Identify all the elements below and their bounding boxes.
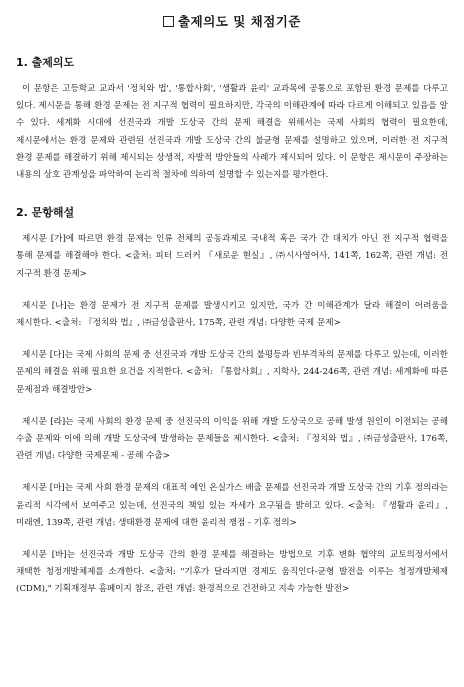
- explanation-item-ra: 제시문 [라]는 국제 사회의 환경 문제 중 선진국의 이익을 위해 개발 도상국으로 공해 발생 원인이 이전되는 공해 수출 문제와 이에 의해 개발 도상국에 발생하는 문제들을 제시한다. <출처: 『정치와 법』, ㈜금성출판사, 176쪽, 관련 개념: 다양한 국제문제 - 공해 수출>: [16, 416, 448, 462]
- document-title: [16, 12, 448, 30]
- explanation-item-ga: 제시문 [가]에 따르면 환경 문제는 인류 전체의 공동과제로 국내적 혹은 국가 간 대치가 아닌 전 지구적 협력을 통해 문제를 해결해야 한다. <출처: 피터 드러커 『새로운 현실』, ㈜시사영어사, 141쪽, 162쪽, 관련 개념: 전 지구적 환경 문제>: [16, 234, 448, 279]
- section-explanation-heading: 2. 문항해설: [16, 206, 75, 220]
- section-explanation: [16, 204, 448, 598]
- explanation-item-ba: 제시문 [바]는 선진국과 개발 도상국 간의 환경 문제를 해결하는 방법으로 기후 변화 협약의 교토의정서에서 채택한 청정개발체제를 소개한다. <출처: "기후가 달라지면 경제도 움직인다-균형 발전을 이루는 청정개발체제(CDM)," 기획재정부 홈페이지 참조, 관련 개념: 환경적으로 건전하고 지속 가능한 발전>: [16, 550, 448, 595]
- section-purpose: [16, 54, 448, 184]
- explanation-item-da: 제시문 [다]는 국제 사회의 문제 중 선진국과 개발 도상국 간의 불평등과 빈부격차의 문제를 다루고 있는데, 이러한 문제의 해결을 위해 필요한 요건을 지적한다. <출처: 『통합사회』, 지학사, 244-246쪽, 관련 개념: 세계화에 따른 문제점과 해결방안>: [16, 350, 448, 395]
- section-purpose-heading: 1. 출제의도: [16, 56, 75, 69]
- document-title-text: 출제의도 및 채점기준: [178, 14, 301, 29]
- explanation-items: [16, 231, 448, 598]
- explanation-item-na: 제시문 [나]는 환경 문제가 전 지구적 문제를 발생시키고 있지만, 국가 간 이해관계가 달라 해결이 어려움을 제시한다. <출처: 『정치와 법』, ㈜금성출판사, 175쪽, 관련 개념: 다양한 국제 문제>: [16, 300, 448, 329]
- checkbox-square-icon: [163, 16, 174, 27]
- explanation-item-ma: 제시문 [마]는 국제 사회 환경 문제의 대표적 예인 온실가스 배출 문제를 선진국과 개발 도상국 간의 기후 정의라는 윤리적 시각에서 보여주고 있는데, 선진국의 책임 있는 자세가 요구됨을 밝히고 있다. <출처: 『생활과 윤리』, 미래엔, 139쪽, 관련 개념: 생태환경 문제에 대한 윤리적 쟁점 - 기후 정의>: [16, 483, 448, 528]
- section-purpose-body: 이 문항은 고등학교 교과서 '정치와 법', '통합사회', '생활과 윤리' 교과목에 공통으로 포함된 환경 문제를 다루고 있다. 제시문을 통해 환경 문제는 전 지구적 협력이 필요하지만, 각국의 이해관계에 따라 다르게 이해되고 있음을 알 수 있다. 세계화 시대에 선진국과 개발 도상국 간의 문제 해결을 위해서는 국제 사회의 협력이 필요한데, 제시문에서는 환경 문제와 관련된 선진국과 개발 도상국 간의 불균형 문제를 설명하고 있으며, 이러한 전 지구적 환경 문제를 해결하기 위해 제시되는 상생적, 자발적 방안들의 사례가 제시되어 있다. 이 문항은 제시문이 주장하는 내용의 상호 관계성을 파악하여 논리적 절차에 의하여 설명할 수 있는지를 평가한다.: [16, 84, 448, 181]
